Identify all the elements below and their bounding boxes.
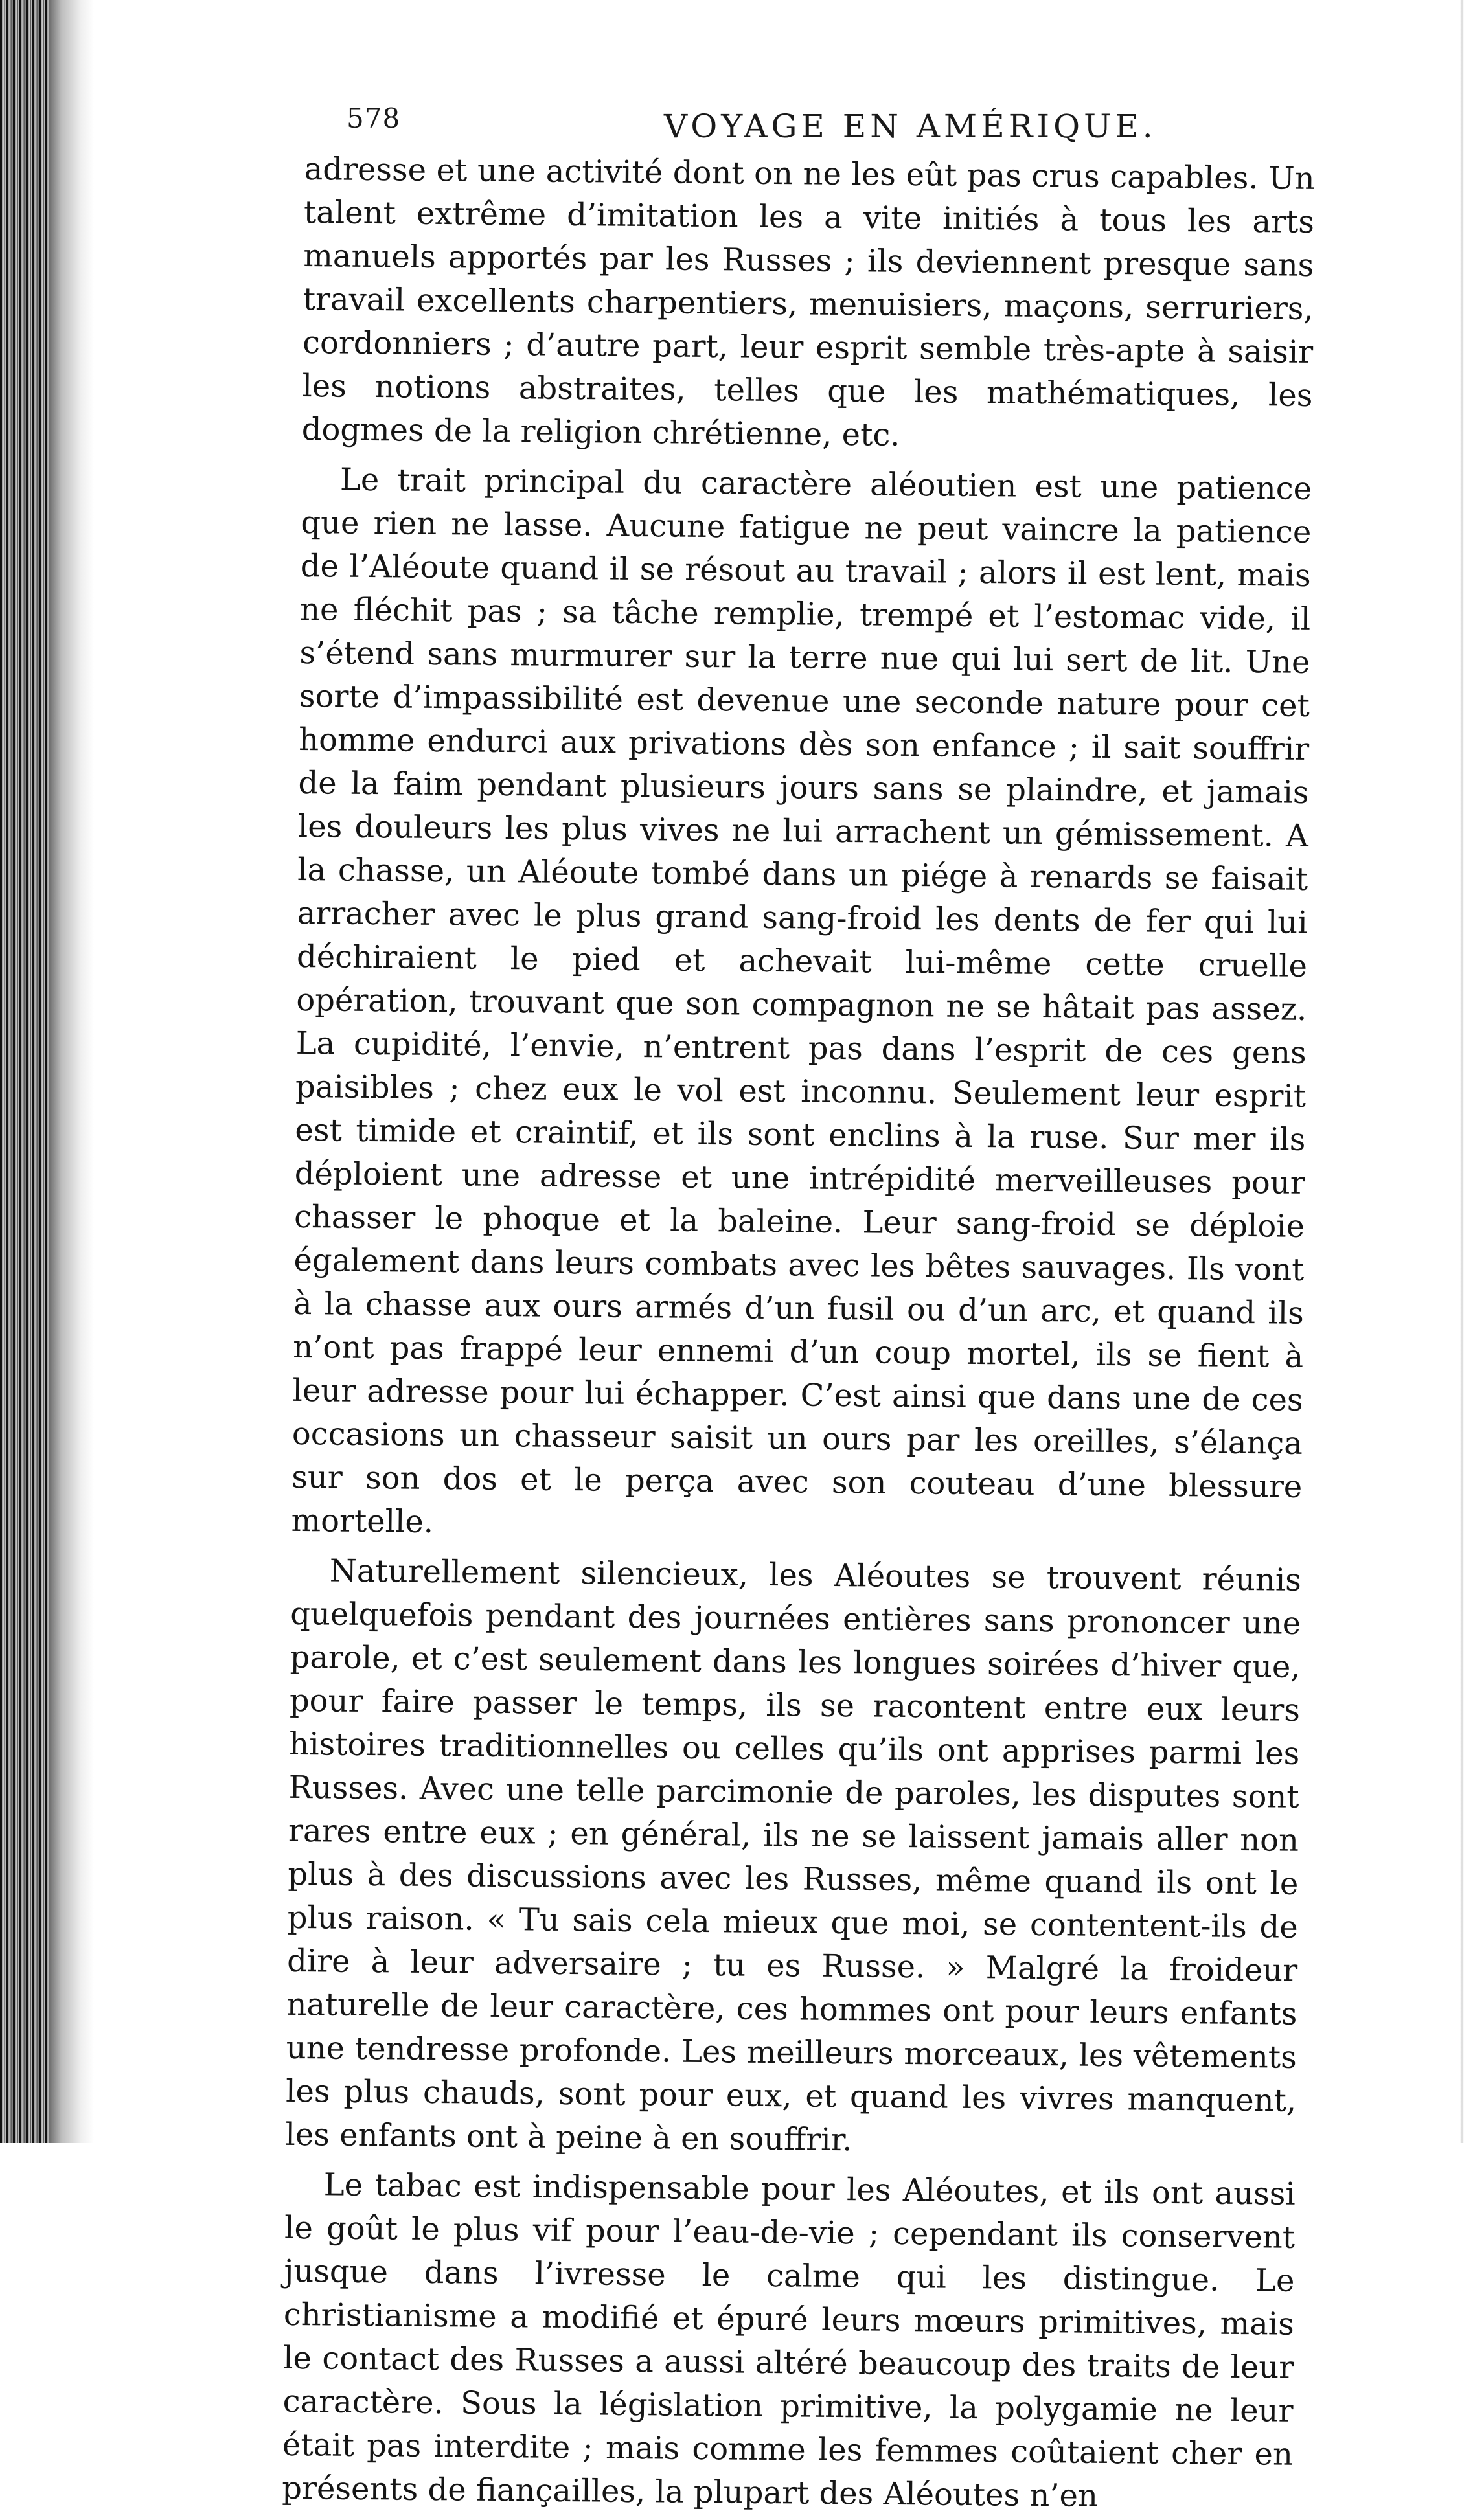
paragraph: Le trait principal du caractère aléoutien est une patience que rien ne lasse. Aucune fatigue ne peut vaincre la patience de l’Aléoute quand il se résout au travail ; alors il est lent, mais ne fléchit pas ; sa tâche remplie, trempé et l’estomac vide, il s’étend sans murmurer sur la terre nue qui lui sert de lit. Une sorte d’impassibilité est devenue une seconde nature pour cet homme endurci aux privations dès son enfance ; il sait souffrir de la faim pendant plusieurs jours sans se plaindre, et jamais les douleurs les plus vives ne lui arrachent un gémissement. A la chasse, un Aléoute tombé dans un piége à renards se faisait arracher avec le plus grand sang-froid les dents de fer qui lui déchiraient le pied et achevait lui-même cette cruelle opération, trouvant que son compagnon ne se hâtait pas assez. La cupidité, l’envie, n’entrent pas dans l’esprit de ces gens paisibles ; chez eux le vol est inconnu. Seulement leur esprit est timide et craintif, et ils sont enclins à la ruse. Sur mer ils déploient une adresse et une intrépidité merveilleuses pour chasser le phoque et la baleine. Leur sang-froid se déploie également dans leurs combats avec les bêtes sauvages. Ils vont à la chasse aux ours armés d’un fusil ou d’un arc, et quand ils n’ont pas frappé leur ennemi d’un coup mortel, ils se fient à leur adresse pour lui échapper. C’est ainsi que dans une de ces occasions un chasseur saisit un ours par les oreilles, s’élança sur son dos et le perça avec son couteau d’une blessure mortelle. <box>291 461 1312 1541</box>
gutter-shadow <box>49 0 94 2143</box>
page-edge <box>1460 0 1464 2143</box>
book-spine-shadow <box>0 0 49 2143</box>
page-number: 578 <box>347 102 401 134</box>
page-header-title: VOYAGE EN AMÉRIQUE. <box>664 108 1157 145</box>
paragraph: Naturellement silencieux, les Aléoutes se trouvent réunis quelquefois pendant des journées entières sans prononcer une parole, et c’est seulement dans les longues soirées d’hiver que, pour faire passer le temps, ils se racontent entre eux leurs histoires traditionnelles ou celles qu’ils ont apprises parmi les Russes. Avec une telle parcimonie de paroles, les disputes sont rares entre eux ; en général, ils ne se laissent jamais aller non plus à des discussions avec les Russes, même quand ils ont le plus raison. « Tu sais cela mieux que moi, se contentent-ils de dire à leur adversaire ; tu es Russe. » Malgré la froideur naturelle de leur caractère, ces hommes ont pour leurs enfants une tendresse profonde. Les meilleurs morceaux, les vêtements les plus chauds, sont pour eux, et quand les vivres manquent, les enfants ont à peine à en souffrir. <box>285 1552 1302 2159</box>
running-head <box>347 97 1351 145</box>
paragraph: Le tabac est indispensable pour les Aléoutes, et ils ont aussi le goût le plus vif pour l’eau-de-vie ; cependant ils conservent jusque dans l’ivresse le calme qui les distingue. Le christianisme a modifié et épuré leurs mœurs primitives, mais le contact des Russes a aussi altéré beaucoup des traits de leur caractère. Sous la législation primitive, la polygamie ne leur était pas interdite ; mais comme les femmes coûtaient cher en présents de fiançailles, la plupart des Aléoutes n’en <box>282 2166 1296 2514</box>
paragraph-continued: adresse et une activité dont on ne les eût pas crus capables. Un talent extrême d’imitation les a vite initiés à tous les arts manuels apportés par les Russes ; ils deviennent presque sans travail excellents charpentiers, menuisiers, maçons, serruriers, cordonniers ; d’autre part, leur esprit semble très-apte à saisir les notions abstraites, telles que les mathématiques, les dogmes de la religion chrétienne, etc. <box>301 150 1315 453</box>
body-text <box>282 148 1315 2520</box>
